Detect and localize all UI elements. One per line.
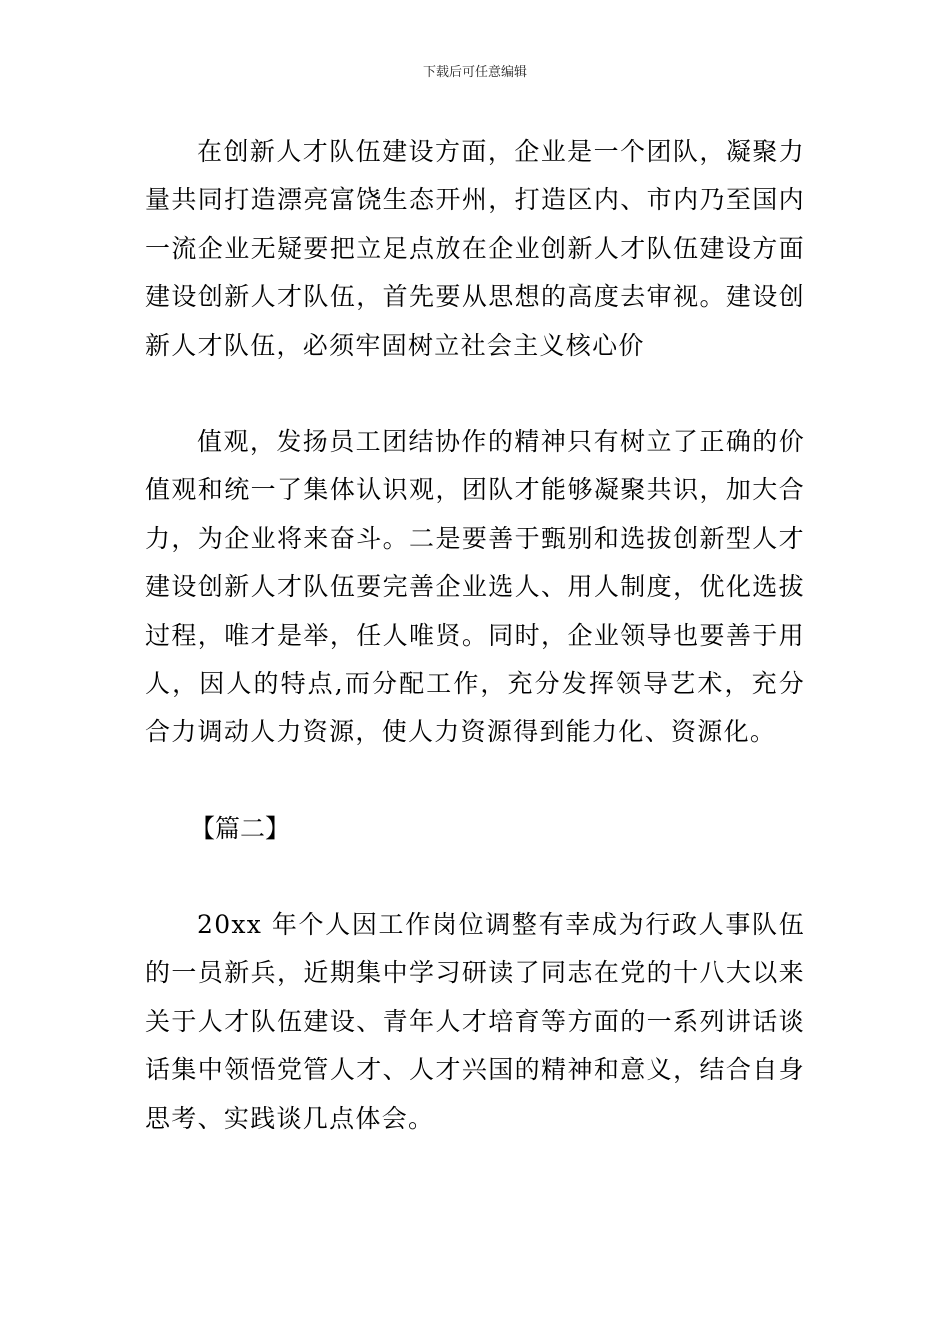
document-body	[145, 128, 805, 1143]
paragraph-values-and-selection: 值观，发扬员工团结协作的精神只有树立了正确的价值观和统一了集体认识观，团队才能够凝聚共识，加大合力，为企业将来奋斗。二是要善于甄别和选拔创新型人才建设创新人才队伍要完善企业选人、用人制度，优化选拔过程，唯才是举，任人唯贤。同时，企业领导也要善于用人，因人的特点,而分配工作，充分发挥领导艺术，充分合力调动人力资源，使人力资源得到能力化、资源化。	[145, 427, 805, 747]
paragraph-talent-team-building: 在创新人才队伍建设方面，企业是一个团队，凝聚力量共同打造漂亮富饶生态开州，打造区内、市内乃至国内一流企业无疑要把立足点放在企业创新人才队伍建设方面建设创新人才队伍，首先要从思想的高度去审视。建设创新人才队伍，必须牢固树立社会主义核心价	[145, 137, 805, 360]
paragraph-section-two-intro: 20xx 年个人因工作岗位调整有幸成为行政人事队伍的一员新兵，近期集中学习研读了同志在党的十八大以来关于人才队伍建设、青年人才培育等方面的一系列讲话谈话集中领悟党管人才、人才兴国的精神和意义，结合自身思考、实践谈几点体会。	[145, 909, 805, 1133]
page-header: 下载后可任意编辑	[422, 65, 527, 80]
section-heading: 【篇二】	[190, 813, 291, 843]
